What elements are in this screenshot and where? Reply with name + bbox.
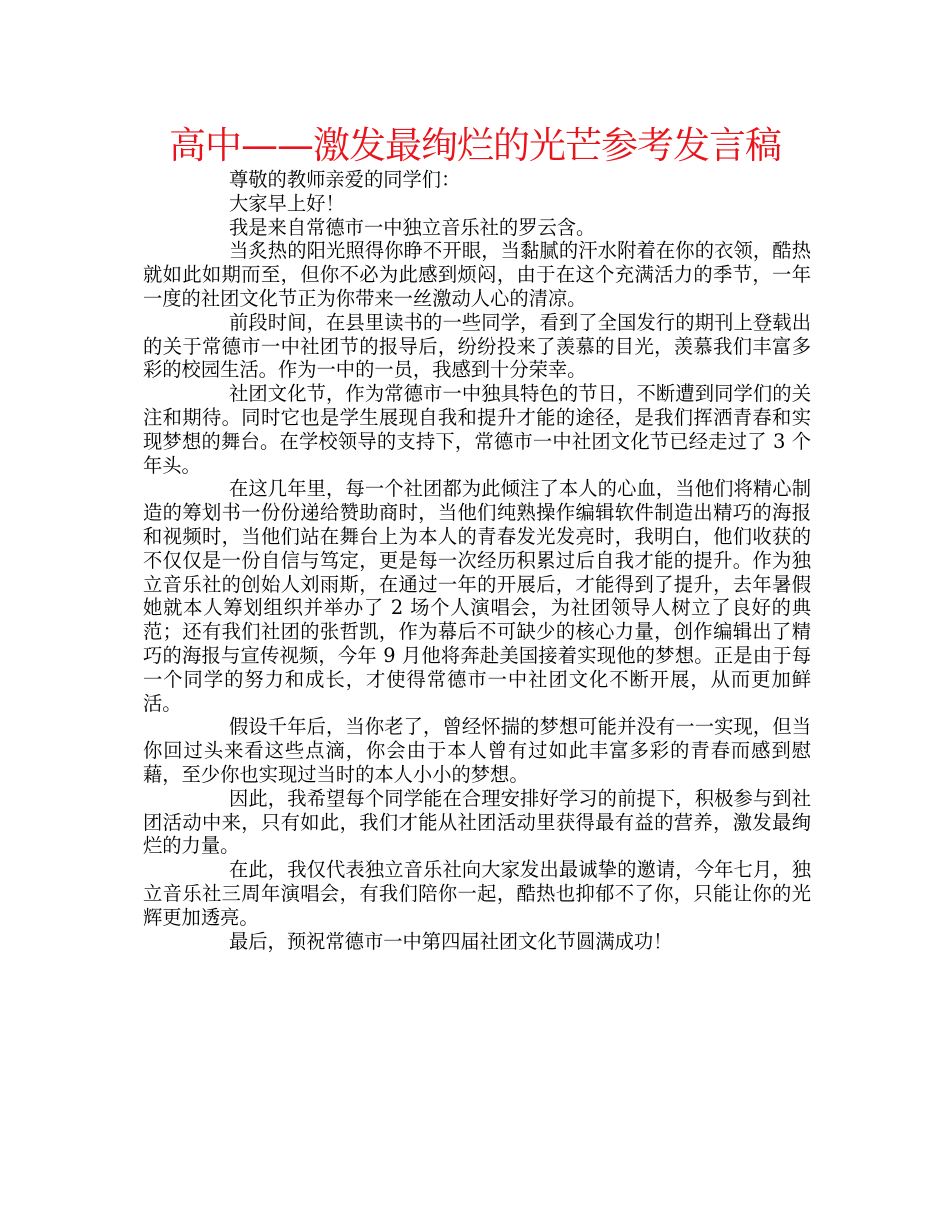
document-title: 高中——激发最绚烂的光芒参考发言稿 [169, 124, 781, 167]
body-paragraph: 假设千年后，当你老了，曾经怀揣的梦想可能并没有一一实现，但当你回过头来看这些点滴，你会由于本人曾有过如此丰富多彩的青春而感到慰藉，至少你也实现过当时的本人小小的梦想。 [143, 715, 811, 786]
body-paragraph: 因此，我希望每个同学能在合理安排好学习的前提下，积极参与到社团活动中来，只有如此，我们才能从社团活动里获得最有益的营养，激发最绚烂的力量。 [143, 786, 811, 858]
self-introduction-paragraph: 我是来自常德市一中独立音乐社的罗云含。 [229, 215, 596, 239]
body-paragraph: 当炙热的阳光照得你睁不开眼，当黏腻的汗水附着在你的衣领，酷热就如此如期而至，但你不必为此感到烦闷，由于在这个充满活力的季节，一年一度的社团文化节正为你带来一丝激动人心的清凉。 [143, 239, 811, 310]
salutation-paragraph: 大家早上好！ [229, 191, 345, 215]
body-paragraph: 社团文化节，作为常德市一中独具特色的节日，不断遭到同学们的关注和期待。同时它也是学生展现自我和提升才能的途径，是我们挥洒青春和实现梦想的舞台。在学校领导的支持下，常德市一中社团文化节已经走过了 3 个年头。 [143, 382, 811, 477]
greeting-paragraph: 尊敬的教师亲爱的同学们： [229, 168, 461, 191]
document-body [143, 168, 811, 953]
body-paragraph: 前段时间，在县里读书的一些同学，看到了全国发行的期刊上登载出的关于常德市一中社团节的报导后，纷纷投来了羡慕的目光，羡慕我们丰富多彩的校园生活。作为一中的一员，我感到十分荣幸。 [143, 310, 811, 382]
closing-paragraph: 最后，预祝常德市一中第四届社团文化节圆满成功！ [229, 929, 673, 953]
body-paragraph: 在这几年里，每一个社团都为此倾注了本人的心血，当他们将精心制造的筹划书一份份递给赞助商时，当他们纯熟操作编辑软件制造出精巧的海报和视频时，当他们站在舞台上为本人的青春发光发亮时，我明白，他们收获的不仅仅是一份自信与笃定，更是每一次经历积累过后自我才能的提升。作为独立音乐社的创始人刘雨斯，在通过一年的开展后，才能得到了提升，去年暑假她就本人筹划组织并举办了 2 场个人演唱会，为社团领导人树立了良好的典范；还有我们社团的张哲凯，作为幕后不可缺少的核心力量，创作编辑出了精巧的海报与宣传视频，今年 9 月他将奔赴美国接着实现他的梦想。正是由于每一个同学的努力和成长，才使得常德市一中社团文化不断开展，从而更加鲜活。 [143, 477, 811, 715]
body-paragraph: 在此，我仅代表独立音乐社向大家发出最诚挚的邀请，今年七月，独立音乐社三周年演唱会，有我们陪你一起，酷热也抑郁不了你，只能让你的光辉更加透亮。 [143, 858, 811, 929]
